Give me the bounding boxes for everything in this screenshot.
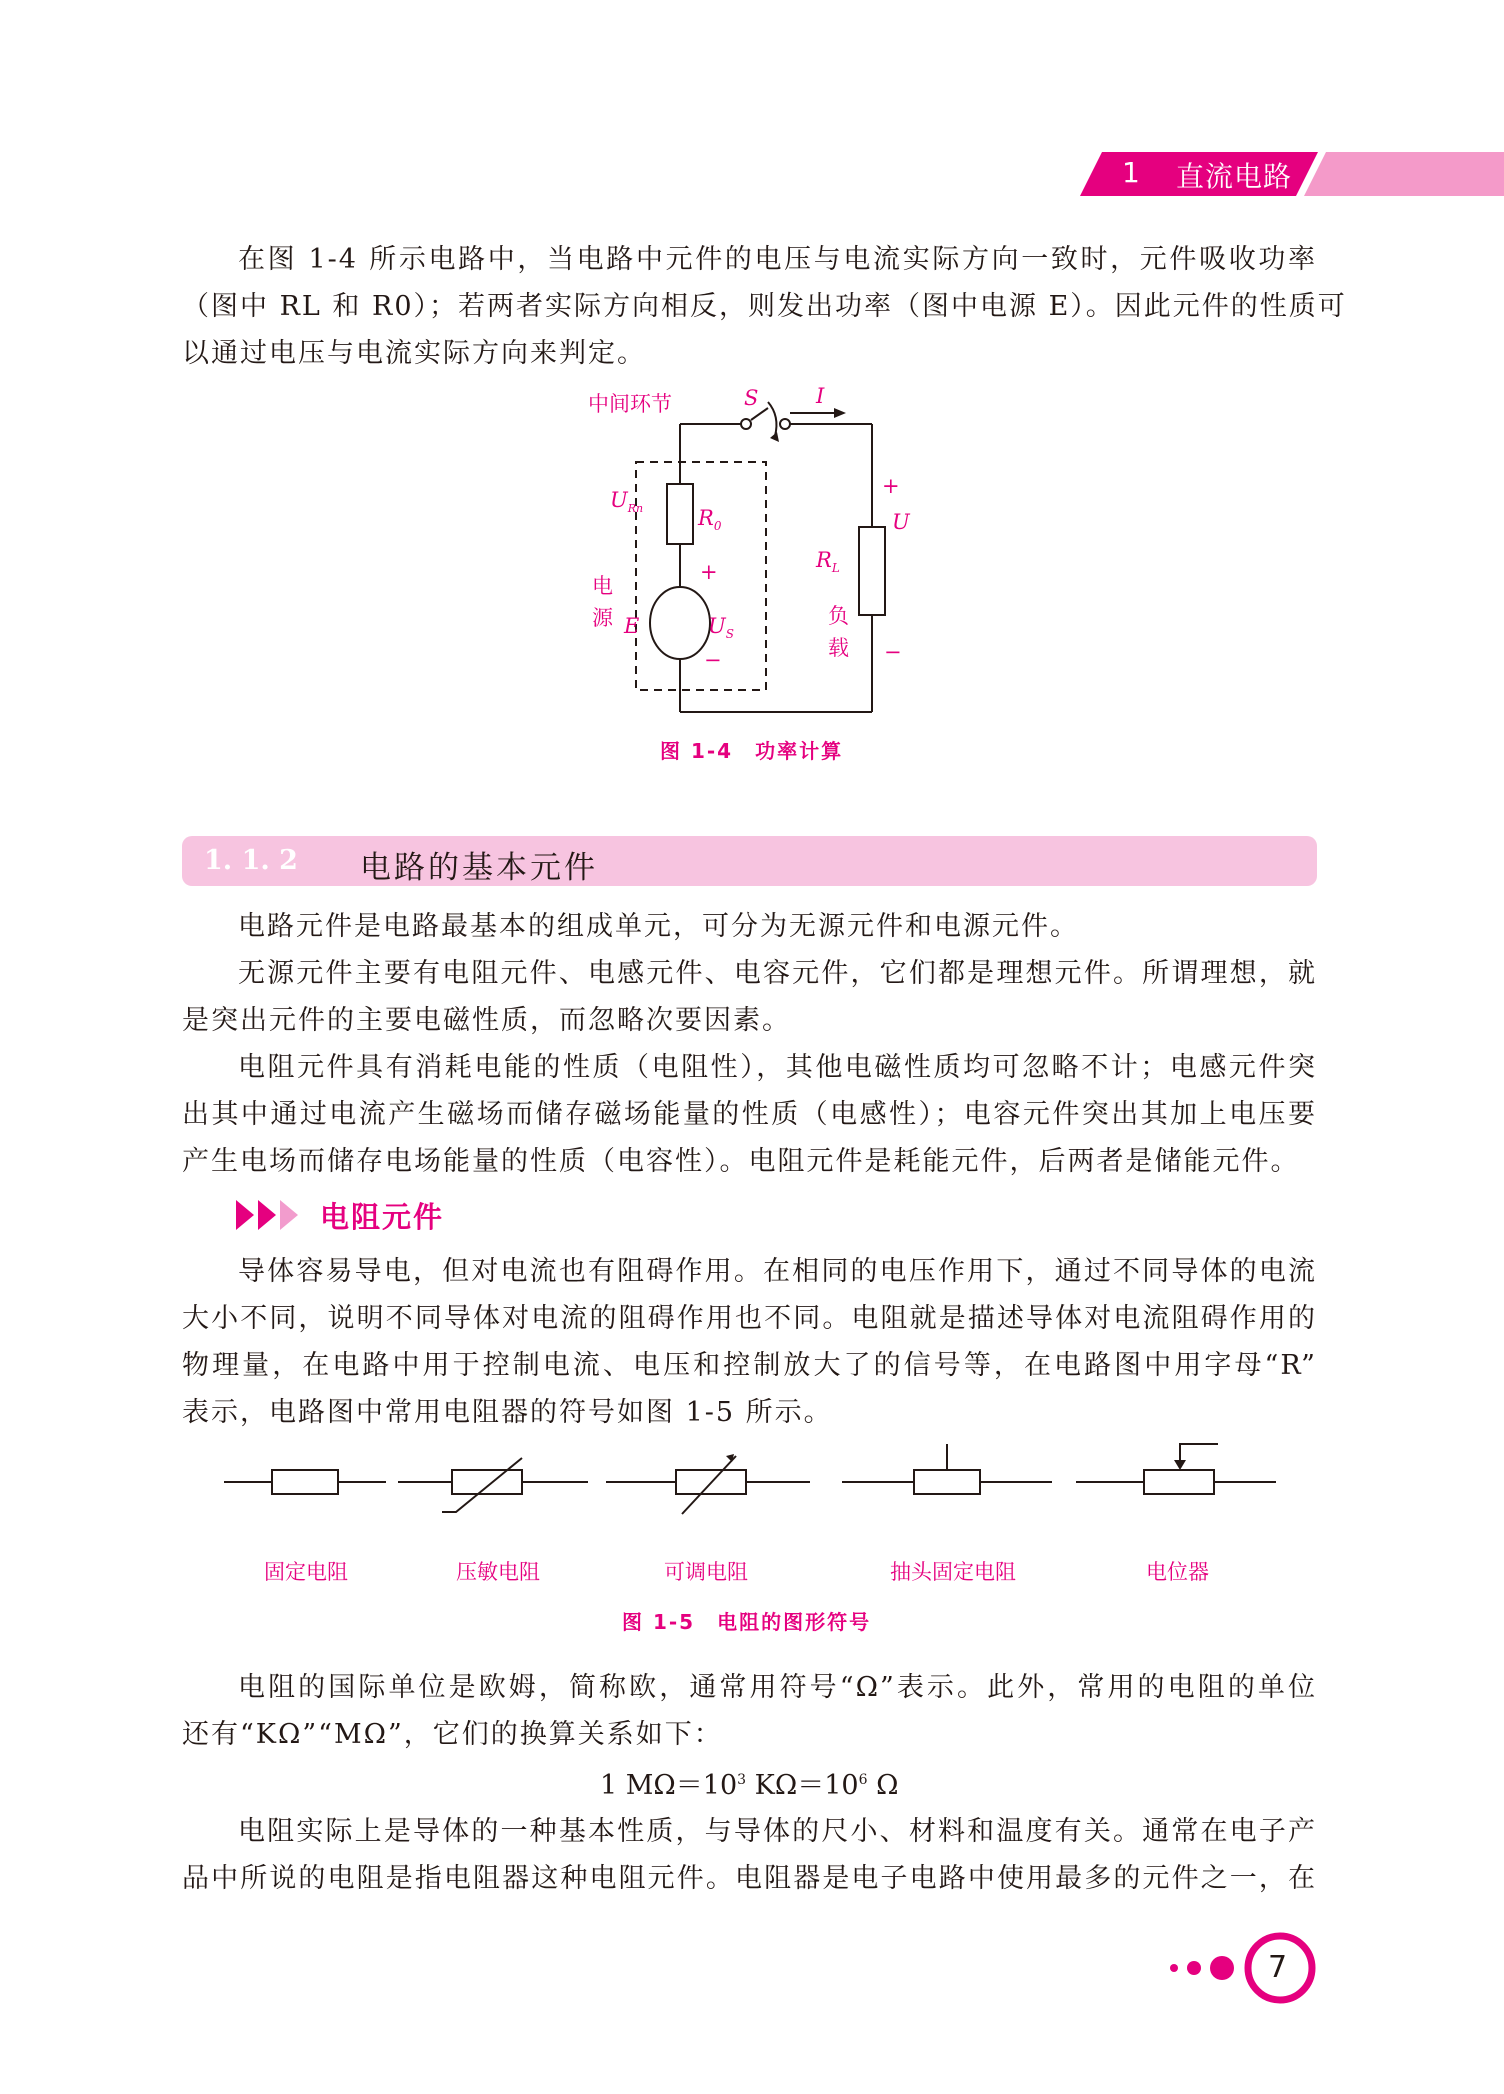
text-line: 以通过电压与电流实际方向来判定。 (182, 338, 646, 369)
fixed-resistor-symbol (224, 1470, 386, 1494)
paragraph-units (182, 1664, 1317, 1758)
label-us: $U_S$ (708, 614, 734, 642)
subsection-header (236, 1195, 536, 1235)
label-load-char-2: 载 (828, 636, 849, 660)
section-title: 电路的基本元件 (360, 850, 598, 886)
label-current-i: I (816, 384, 825, 408)
label-adjustable-resistor: 可调电阻 (664, 1560, 748, 1584)
label-load-plus: + (882, 474, 900, 498)
chapter-title: 直流电路 (1176, 160, 1293, 193)
triple-arrow-icon (236, 1198, 316, 1232)
page-dots-icon (1160, 1928, 1330, 2008)
text-line: 导体容易导电，但对电流也有阻碍作用。在相同的电压作用下，通过不同导体的电流 (238, 1256, 1317, 1287)
label-source-plus: + (700, 560, 718, 584)
label-source-char-2: 源 (592, 606, 613, 630)
figure-1-4-caption: 图 1-4 功率计算 (660, 739, 844, 763)
label-source-minus: − (704, 648, 722, 672)
text-line: 电阻实际上是导体的一种基本性质，与导体的尺小、材料和温度有关。通常在电子产 (238, 1816, 1317, 1847)
label-varistor: 压敏电阻 (456, 1560, 540, 1584)
paragraph-elements-intro (182, 903, 1317, 950)
text-line: 电路元件是电路最基本的组成单元，可分为无源元件和电源元件。 (238, 911, 1079, 942)
resistor-symbols (220, 1430, 1280, 1530)
label-potentiometer: 电位器 (1146, 1560, 1209, 1584)
chapter-number: 1 (1122, 156, 1140, 189)
text-line: 表示，电路图中常用电阻器的符号如图 1-5 所示。 (182, 1397, 833, 1428)
label-switch-s: S (744, 386, 759, 410)
text-line: （图中 RL 和 R0）；若两者实际方向相反，则发出功率（图中电源 E）。因此元件的性质可 (182, 291, 1347, 322)
chapter-header (1080, 152, 1504, 196)
label-urn: $U_{Rn}$ (610, 488, 644, 516)
label-r0: $R_0$ (698, 506, 722, 534)
potentiometer-symbol (1076, 1444, 1276, 1494)
paragraph-power (182, 236, 1347, 377)
text-line: 产生电场而储存电场能量的性质（电容性）。电阻元件是耗能元件，后两者是储能元件。 (182, 1146, 1300, 1177)
unit-conversion-formula: 1 $M\Omega=10^3$ $K\Omega=10^6$ Ω (600, 1770, 899, 1801)
label-load-char-1: 负 (828, 604, 849, 628)
section-number: 1. 1. 2 (204, 845, 298, 876)
text-line: 电阻的国际单位是欧姆，简称欧，通常用符号“Ω”表示。此外，常用的电阻的单位 (238, 1672, 1317, 1703)
text-line: 还有“KΩ”“MΩ”，它们的换算关系如下： (182, 1719, 723, 1750)
label-middle-link: 中间环节 (588, 392, 672, 416)
figure-1-5-caption: 图 1-5 电阻的图形符号 (622, 1610, 872, 1634)
figure-1-4-circuit (580, 380, 940, 720)
subsection-title: 电阻元件 (320, 1200, 445, 1234)
page-footer (1160, 1928, 1330, 2008)
text-line: 物理量，在电路中用于控制电流、电压和控制放大了的信号等，在电路图中用字母“R” (182, 1350, 1317, 1381)
text-line: 出其中通过电流产生磁场而储存磁场能量的性质（电感性）；电容元件突出其加上电压要 (182, 1099, 1317, 1130)
section-header (182, 836, 1317, 886)
paragraph-element-properties (182, 1044, 1317, 1185)
circuit-diagram (580, 380, 940, 720)
label-tapped-resistor: 抽头固定电阻 (890, 1560, 1016, 1584)
label-fixed-resistor: 固定电阻 (264, 1560, 348, 1584)
text-line: 在图 1-4 所示电路中，当电路中元件的电压与电流实际方向一致时，元件吸收功率 (238, 244, 1317, 275)
text-line: 是突出元件的主要电磁性质，而忽略次要因素。 (182, 1005, 791, 1036)
label-source-char-1: 电 (592, 574, 613, 598)
varistor-symbol (398, 1458, 588, 1512)
label-load-minus: − (884, 640, 902, 664)
text-line: 电阻元件具有消耗电能的性质（电阻性），其他电磁性质均可忽略不计；电感元件突 (238, 1052, 1317, 1083)
paragraph-resistance (182, 1248, 1317, 1436)
text-line: 无源元件主要有电阻元件、电感元件、电容元件，它们都是理想元件。所谓理想，就 (238, 958, 1317, 989)
adjustable-resistor-symbol (606, 1456, 810, 1514)
label-e: E (624, 614, 640, 638)
page-number: 7 (1268, 1950, 1288, 1985)
paragraph-passive-elements (182, 950, 1317, 1044)
text-line: 品中所说的电阻是指电阻器这种电阻元件。电阻器是电子电路中使用最多的元件之一，在 (182, 1863, 1317, 1894)
section-header-bar (182, 836, 1317, 886)
tapped-resistor-symbol (842, 1444, 1052, 1494)
paragraph-resistor-property (182, 1808, 1317, 1902)
label-u: U (892, 510, 910, 534)
figure-1-5-symbols (220, 1430, 1280, 1530)
label-rl: $R_L$ (816, 548, 840, 576)
text-line: 大小不同，说明不同导体对电流的阻碍作用也不同。电阻就是描述导体对电流阻碍作用的 (182, 1303, 1317, 1334)
